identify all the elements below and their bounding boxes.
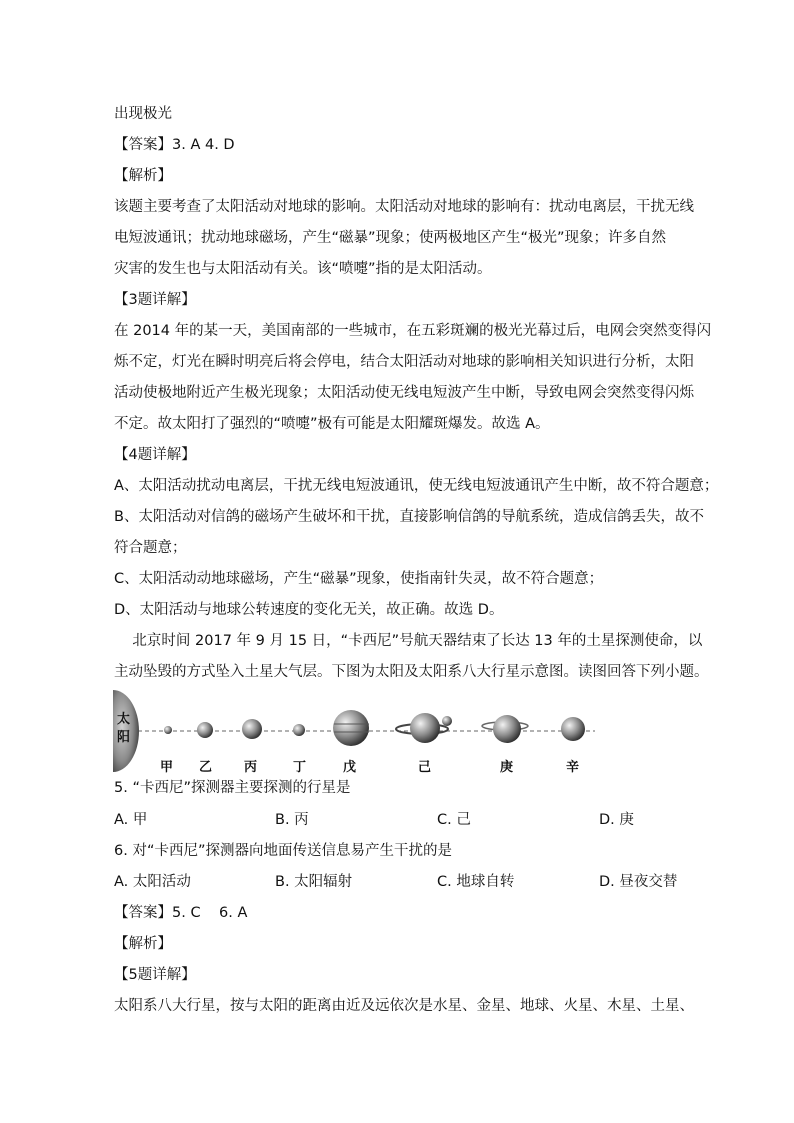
text-line: A、太阳活动扰动电离层，干扰无线电短波通讯，使无线电短波通讯产生中断，故不符合题意； xyxy=(114,478,719,494)
question-6-stem: 6. 对“卡西尼”探测器向地面传送信息易产生干扰的是 xyxy=(114,843,452,859)
answer-line-2: 【答案】5. C 6. A xyxy=(114,905,248,921)
text-line: 太阳系八大行星，按与太阳的距离由近及远依次是水星、金星、地球、火星、木星、土星、 xyxy=(114,998,694,1014)
text-line: 北京时间 2017 年 9 月 15 日，“卡西尼”号航天器结束了长达 13 年的土星探测使命，以 xyxy=(114,633,703,649)
q5-option-a[interactable]: A. 甲 xyxy=(114,812,148,828)
planet-xin xyxy=(561,717,585,741)
planet-ding xyxy=(293,724,305,736)
q6-option-d[interactable]: D. 昼夜交替 xyxy=(599,874,678,890)
q5-option-c[interactable]: C. 己 xyxy=(437,812,471,828)
detail-heading-4: 【4题详解】 xyxy=(114,447,196,463)
text-line: 烁不定，灯光在瞬时明亮后将会停电，结合太阳活动对地球的影响相关知识进行分析，太阳 xyxy=(114,354,694,370)
text-line: 该题主要考查了太阳活动对地球的影响。太阳活动对地球的影响有：扰动电离层，干扰无线 xyxy=(114,199,694,215)
planet-yi xyxy=(197,722,213,738)
planet-wu xyxy=(333,710,369,746)
planet-label-bing: 丙 xyxy=(244,760,258,775)
planet-ji xyxy=(396,713,452,743)
detail-heading-5: 【5题详解】 xyxy=(114,967,196,983)
planet-label-wu: 戊 xyxy=(343,760,357,775)
text-line: 灾害的发生也与太阳活动有关。该“喷嚏”指的是太阳活动。 xyxy=(114,261,492,277)
text-line: 不定。故太阳打了强烈的“喷嚏”极有可能是太阳耀斑爆发。故选 A。 xyxy=(114,416,550,432)
question-5-stem: 5. “卡西尼”探测器主要探测的行星是 xyxy=(114,780,351,796)
text-line: B、太阳活动对信鸽的磁场产生破坏和干扰，直接影响信鸽的导航系统，造成信鸽丢失，故不 xyxy=(114,509,704,525)
planet-label-xin: 辛 xyxy=(566,760,580,775)
planet-bing xyxy=(242,719,262,739)
planet-label-geng: 庚 xyxy=(500,760,514,775)
analysis-heading-2: 【解析】 xyxy=(114,936,172,952)
text-line: 在 2014 年的某一天，美国南部的一些城市，在五彩斑斓的极光光幕过后，电网会突然变得闪 xyxy=(114,323,712,339)
q5-option-d[interactable]: D. 庚 xyxy=(599,812,634,828)
solar-system-figure xyxy=(113,688,673,778)
text-line: 主动坠毁的方式坠入土星大气层。下图为太阳及太阳系八大行星示意图。读图回答下列小题。 xyxy=(114,664,709,680)
text-line: 电短波通讯；扰动地球磁场，产生“磁暴”现象；使两极地区产生“极光”现象；许多自然 xyxy=(114,230,667,246)
text-line: C、太阳活动动地球磁场，产生“磁暴”现象，使指南针失灵，故不符合题意； xyxy=(114,571,604,587)
sun-label-2: 阳 xyxy=(117,730,131,745)
q5-option-b[interactable]: B. 丙 xyxy=(275,812,309,828)
planet-label-yi: 乙 xyxy=(199,760,213,775)
planet-jia xyxy=(164,726,172,734)
text-line: 符合题意； xyxy=(114,540,187,556)
q6-option-a[interactable]: A. 太阳活动 xyxy=(114,874,191,890)
sun-label-1: 太 xyxy=(117,712,131,727)
q6-option-b[interactable]: B. 太阳辐射 xyxy=(275,874,353,890)
planet-label-jia: 甲 xyxy=(160,760,174,775)
q6-option-c[interactable]: C. 地球自转 xyxy=(437,874,515,890)
text-line: D、太阳活动与地球公转速度的变化无关，故正确。故选 D。 xyxy=(114,602,504,618)
planet-label-ding: 丁 xyxy=(293,760,307,775)
planet-label-ji: 己 xyxy=(418,760,432,775)
text-line: 出现极光 xyxy=(114,106,172,122)
detail-heading-3: 【3题详解】 xyxy=(114,292,196,308)
analysis-heading: 【解析】 xyxy=(114,168,172,184)
answer-line: 【答案】3. A 4. D xyxy=(114,137,235,153)
text-line: 活动使极地附近产生极光现象；太阳活动使无线电短波产生中断，导致电网会突然变得闪烁 xyxy=(114,385,694,401)
planet-geng xyxy=(482,715,528,743)
